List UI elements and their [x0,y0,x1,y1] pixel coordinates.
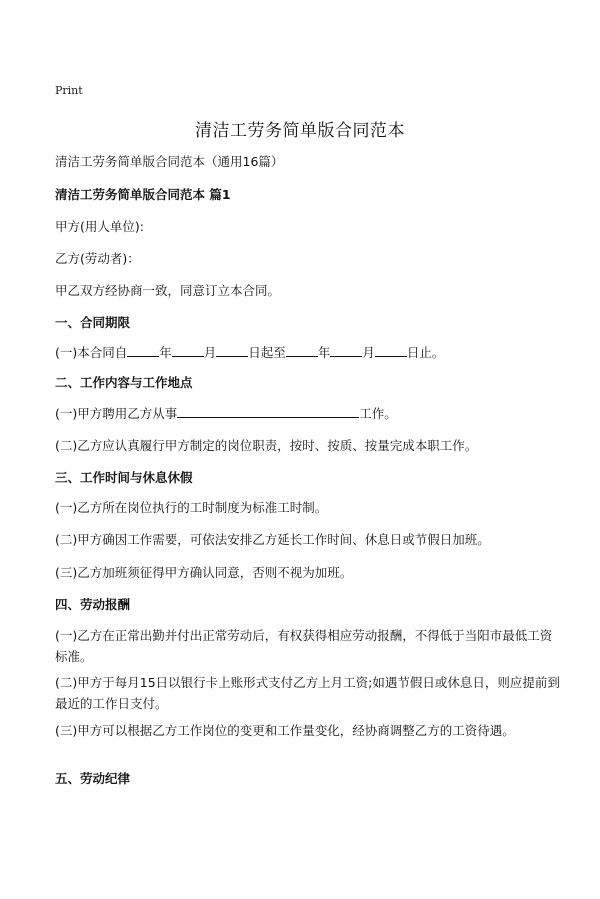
clause-work-content-1 [55,404,560,424]
clause-text: 年 [317,345,331,360]
agreement-line: 甲乙双方经协商一致，同意订立本合同。 [55,283,281,298]
blank-year-start [127,343,159,357]
heading-remuneration: 四、劳动报酬 [55,597,131,612]
blank-month-end [330,343,362,357]
section-heading: 清洁工劳务简单版合同范本 篇1 [55,187,231,202]
blank-year-end [286,343,318,357]
party-b-line: 乙方(劳动者)： [55,251,140,266]
clause-contract-term [55,343,560,363]
blank-month-start [172,343,204,357]
document-title: 清洁工劳务简单版合同范本 [195,121,405,141]
clause-work-hours-3: (三)乙方加班须征得甲方确认同意，否则不视为加班。 [55,565,353,580]
clause-remuneration-2: (二)甲方于每月15日以银行卡上账形式支付乙方上月工资;如遇节假日或休息日，则应提前到最近的工作日支付。 [55,675,560,711]
blank-day-start [216,343,248,357]
clause-text: 日起至 [248,345,286,360]
clause-work-content-2: (二)乙方应认真履行甲方制定的岗位职责，按时、按质、按量完成本职工作。 [55,438,478,453]
print-label[interactable]: Print [55,84,83,97]
blank-day-end [375,343,407,357]
heading-labor-discipline: 五、劳动纪律 [55,771,131,786]
clause-work-hours-2: (二)甲方确因工作需要，可依法安排乙方延长工作时间、休息日或节假日加班。 [55,532,490,547]
clause-remuneration-1: (一)乙方在正常出勤并付出正常劳动后，有权获得相应劳动报酬，不得低于当阳市最低工资标准。 [55,628,553,664]
subtitle: 清洁工劳务简单版合同范本（通用16篇） [55,154,284,169]
clause-work-hours-1: (一)乙方所在岗位执行的工时制度为标准工时制。 [55,500,328,515]
clause-text: 月 [362,345,375,360]
clause-text: 月 [203,345,217,360]
clause-text: (一)本合同自 [55,345,128,360]
heading-contract-term: 一、合同期限 [55,315,131,330]
clause-text: 日止。 [406,345,445,360]
clause-remuneration-3: (三)甲方可以根据乙方工作岗位的变更和工作量变化，经协商调整乙方的工资待遇。 [55,723,515,738]
heading-work-hours: 三、工作时间与休息休假 [55,470,193,485]
clause-text: 年 [159,345,172,360]
heading-work-content: 二、工作内容与工作地点 [55,375,193,390]
clause-text: 工作。 [359,406,397,421]
clause-text: (一)甲方聘用乙方从事 [55,406,178,421]
party-a-line: 甲方(用人单位): [55,219,144,234]
blank-job-title [177,404,359,418]
